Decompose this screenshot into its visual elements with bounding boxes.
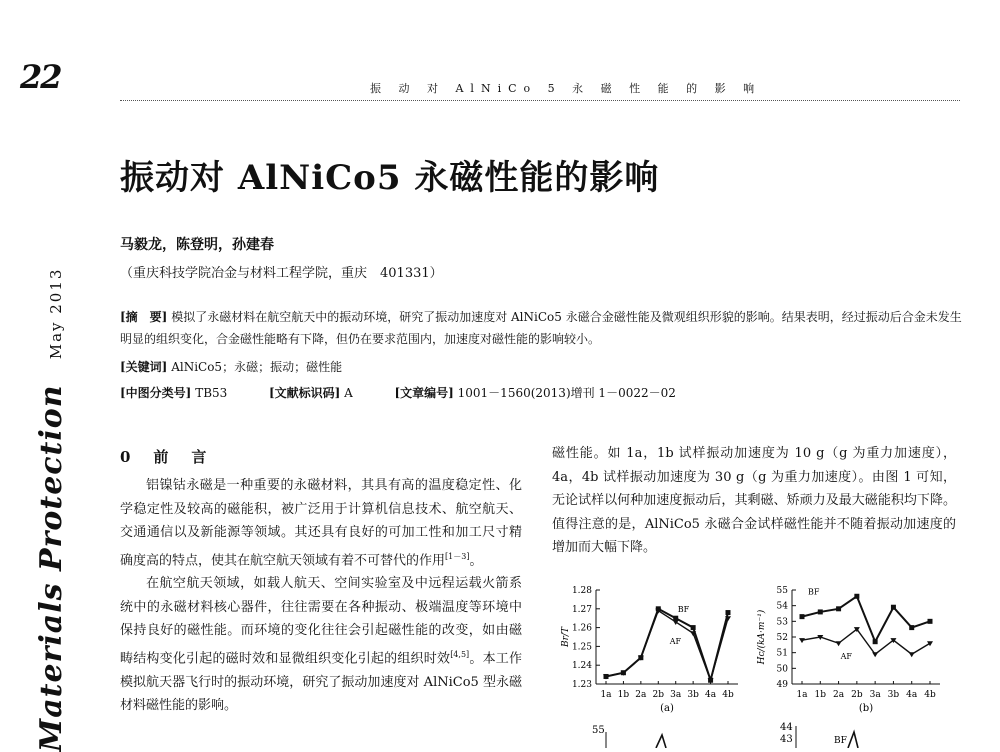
paragraph-text: 在航空航天领域，如载人航天、空间实验室及中远程运载火箭系统中的永磁材料核心器件，往往需要在各种振动、极端温度等环境中保持良好的磁性能。而环境的变化往往会引起磁性能的改变，如由磁畴结构变化引起的磁时效和显微组织变化引起的组织时效 bbox=[120, 576, 522, 667]
data-point bbox=[836, 641, 842, 646]
data-point bbox=[854, 594, 859, 599]
paragraph-text: 。 bbox=[469, 552, 483, 568]
left-column bbox=[120, 474, 522, 718]
section-heading: 0 前 言 bbox=[120, 448, 211, 466]
series-label: AF bbox=[840, 651, 852, 661]
x-tick-label: 4a bbox=[906, 690, 918, 700]
x-tick-label: 1b bbox=[617, 690, 630, 700]
classification-line bbox=[120, 382, 970, 404]
y-tick-label: 1.23 bbox=[571, 680, 592, 690]
data-point bbox=[673, 616, 678, 621]
paragraph: 磁性能。如 1a，1b 试样振动加速度为 10 g（g 为重力加速度），4a，4b 试样振动加速度为 30 g（g 为重力加速度）。由图 1 可知，无论试样以何种加速度振动后，其剩磁、矫顽力及最大磁能积均下降。值得注意的是，AlNiCo5 永磁合金试样磁性能并不随着振动加速度的增加而大幅下降。 bbox=[552, 446, 956, 555]
chart-b bbox=[756, 586, 940, 714]
lower-charts bbox=[592, 722, 858, 748]
y-axis-label: Br/T bbox=[561, 627, 571, 647]
x-tick-label: 3b bbox=[887, 690, 900, 700]
y-tick-label: 1.26 bbox=[571, 623, 592, 634]
keywords bbox=[120, 356, 970, 378]
y-tick-label: 54 bbox=[776, 601, 788, 612]
right-column bbox=[552, 442, 956, 560]
abstract-text: 模拟了永磁材料在航空航天中的振动环境，研究了振动加速度对 AlNiCo5 永磁合金磁性能及微观组织形貌的影响。结果表明，经过振动后合金未发生明显的组织变化，合金磁性能略有下降，但仍在要求范围内，加速度对磁性能的影响较小。 bbox=[120, 310, 962, 346]
y-tick-label: 51 bbox=[776, 648, 788, 659]
x-tick-label: 4b bbox=[722, 690, 734, 700]
series-label: AF bbox=[669, 636, 682, 646]
y-axis-label: Hc/(kA·m⁻¹) bbox=[757, 609, 767, 665]
x-tick-label: 2b bbox=[652, 690, 665, 700]
x-tick-label: 1b bbox=[814, 690, 827, 700]
y-tick-label: 1.25 bbox=[571, 642, 592, 653]
chart-c-line bbox=[656, 735, 666, 748]
y-tick-label: 53 bbox=[776, 617, 788, 628]
journal-sidebar bbox=[34, 268, 69, 752]
data-point bbox=[673, 620, 679, 625]
x-tick-label: 1a bbox=[796, 690, 808, 700]
y-tick-label: 52 bbox=[776, 633, 788, 643]
class-value: TB53 bbox=[195, 386, 228, 400]
x-tick-label: 2a bbox=[635, 690, 647, 700]
citation: [1－3] bbox=[445, 551, 470, 561]
chart-c-tick: 55 bbox=[592, 725, 605, 736]
series-line bbox=[802, 629, 930, 654]
x-tick-label: 4a bbox=[705, 690, 717, 700]
series-label: BF bbox=[677, 605, 690, 615]
running-head: 振 动 对 AlNiCo 5 永 磁 性 能 的 影 响 bbox=[370, 82, 762, 95]
page-number: 22 bbox=[20, 58, 61, 96]
y-tick-label: 50 bbox=[776, 664, 788, 675]
doc-label: [文献标识码] bbox=[268, 386, 341, 400]
journal-name: Materials Protection bbox=[34, 384, 69, 752]
chart-d-tick: 43 bbox=[780, 734, 793, 745]
paragraph-text: 。本工作模拟航天器飞行时的振动环境，研究了振动加速度对 AlNiCo5 型永磁材料磁性能的影响。 bbox=[120, 651, 522, 714]
x-tick-label: 3b bbox=[687, 690, 699, 700]
article-no-value: 1001－1560(2013)增刊 1－0022－02 bbox=[457, 386, 676, 400]
citation: [4,5] bbox=[450, 649, 470, 659]
x-tick-label: 4b bbox=[924, 690, 936, 700]
series-line bbox=[606, 611, 728, 681]
series-line bbox=[606, 609, 728, 680]
class-label: [中图分类号] bbox=[120, 386, 192, 400]
data-point bbox=[873, 639, 878, 644]
keywords-text: AlNiCo5；永磁；振动；磁性能 bbox=[171, 360, 343, 374]
paragraph bbox=[120, 572, 522, 717]
series-line bbox=[802, 596, 930, 641]
data-point bbox=[909, 625, 914, 630]
abstract-label: [摘 要] bbox=[120, 310, 168, 324]
article-title: 振动对 AlNiCo5 永磁性能的影响 bbox=[120, 158, 660, 198]
article-no-label: [文章编号] bbox=[394, 386, 454, 400]
chart-a bbox=[561, 586, 738, 714]
chart-d-tick: 44 bbox=[780, 722, 793, 733]
series-label: BF bbox=[808, 587, 820, 597]
y-tick-label: 1.24 bbox=[571, 661, 592, 672]
article-authors: 马毅龙，陈登明，孙建春 bbox=[120, 237, 274, 253]
x-tick-label: 1a bbox=[600, 690, 612, 700]
y-tick-label: 55 bbox=[776, 586, 788, 596]
chart-d-bf-label: BF bbox=[834, 736, 847, 746]
y-tick-label: 1.27 bbox=[571, 604, 592, 615]
chart-d-line bbox=[848, 732, 858, 748]
data-point bbox=[891, 605, 896, 610]
header-divider bbox=[120, 100, 960, 101]
keywords-label: [关键词] bbox=[120, 360, 168, 374]
data-point bbox=[836, 606, 841, 611]
data-point bbox=[800, 614, 805, 619]
x-tick-label: 2b bbox=[851, 690, 863, 700]
data-point bbox=[691, 625, 696, 630]
panel-label: (b) bbox=[858, 703, 874, 714]
data-point bbox=[726, 610, 731, 615]
x-tick-label: 2a bbox=[833, 690, 845, 700]
x-tick-label: 3a bbox=[869, 690, 881, 700]
y-tick-label: 1.28 bbox=[571, 586, 592, 596]
article-affiliation: （重庆科技学院冶金与材料工程学院，重庆 401331） bbox=[120, 266, 443, 281]
x-tick-label: 3a bbox=[670, 690, 682, 700]
paragraph-text: 铝镍钴永磁是一种重要的永磁材料，其具有高的温度稳定性、化学稳定性及较高的磁能积，被广泛用于计算机信息技术、航空航天、交通通信以及新能源等领域。其还具有良好的可加工性和加工尺寸精确度高的特点，使其在航空航天领域有着不可替代的作用 bbox=[120, 478, 522, 568]
y-tick-label: 49 bbox=[776, 680, 788, 690]
abstract bbox=[120, 306, 970, 350]
data-point bbox=[909, 652, 915, 657]
data-point bbox=[818, 609, 823, 614]
paragraph bbox=[120, 474, 522, 572]
figure-1 bbox=[552, 580, 972, 748]
panel-label: (a) bbox=[660, 703, 674, 714]
data-point bbox=[928, 619, 933, 624]
data-point bbox=[799, 638, 805, 643]
data-point bbox=[872, 652, 878, 657]
journal-date: May 2013 bbox=[47, 267, 65, 360]
doc-value: A bbox=[344, 386, 353, 400]
